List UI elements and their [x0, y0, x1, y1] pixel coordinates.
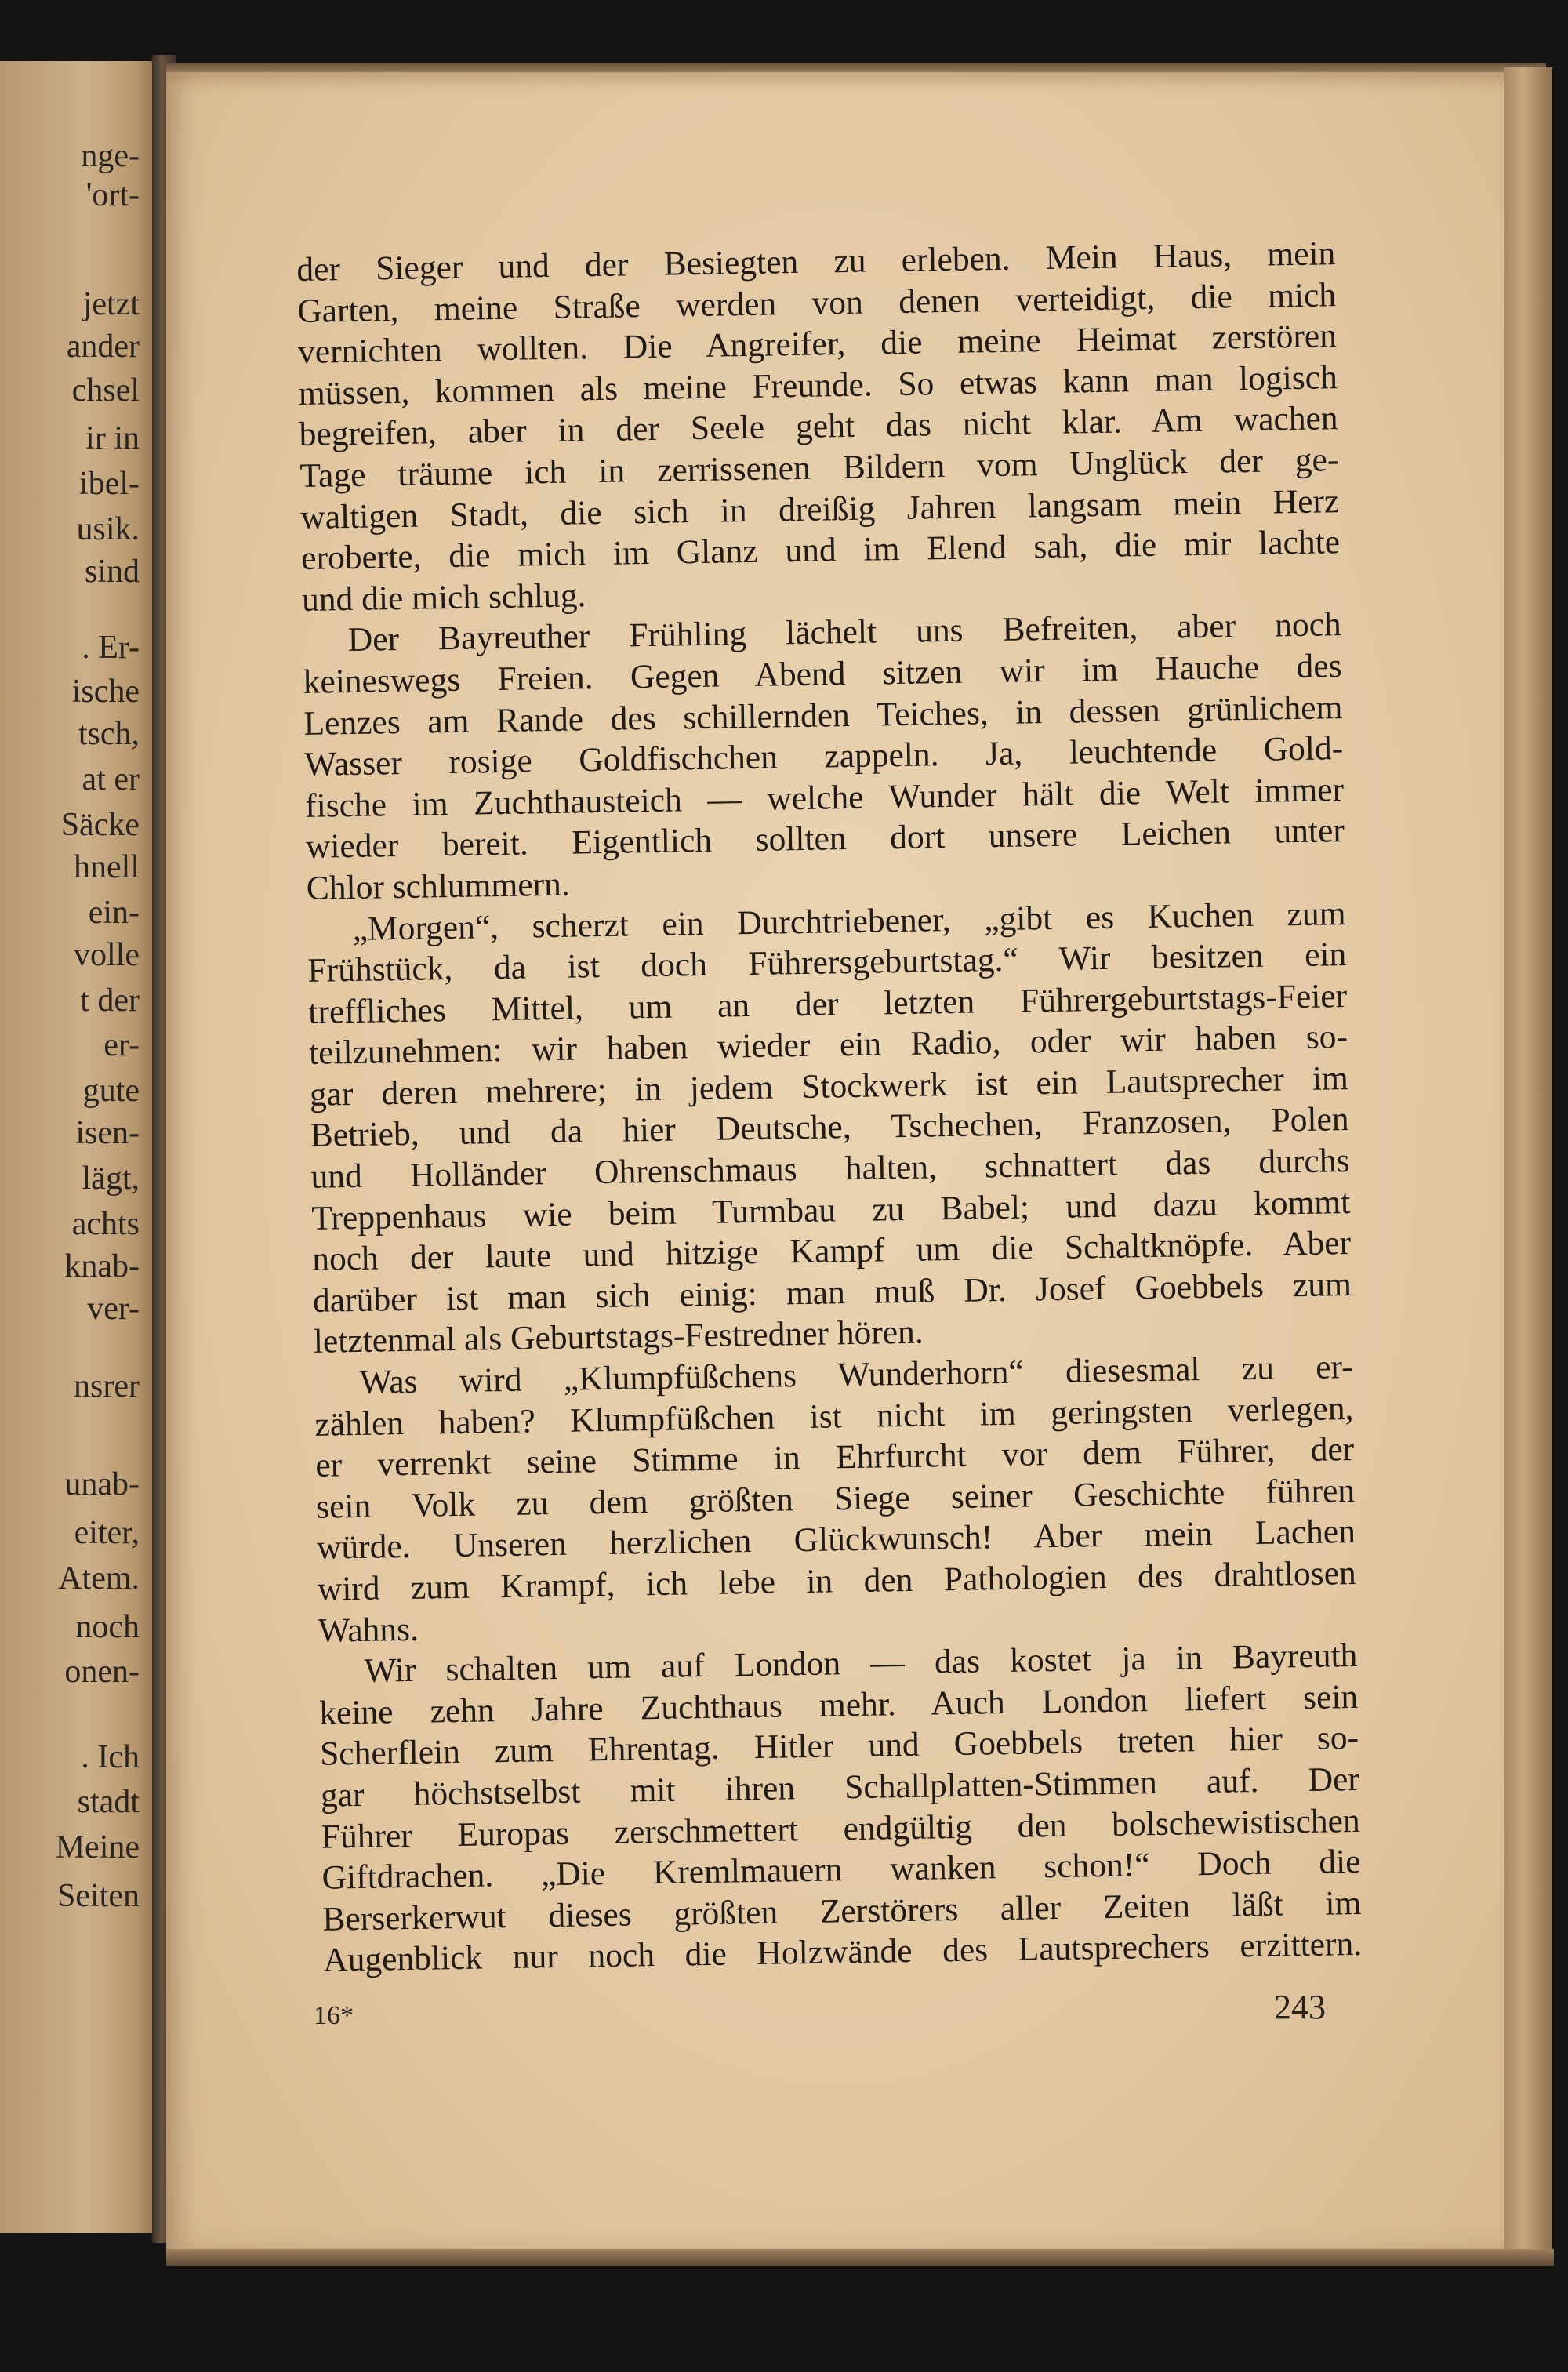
previous-page-fragment: . Ich	[81, 1738, 140, 1775]
previous-page-fragment: lägt,	[82, 1161, 140, 1197]
text-line: eroberte, die mich im Glanz und im Elend sah, die mir lachte	[300, 523, 1341, 578]
text-line: er verrenkt seine Stimme in Ehrfurcht vor dem Führer, der	[314, 1430, 1355, 1485]
text-line: Wahns.	[318, 1610, 419, 1650]
text-line: Führer Europas zerschmettert endgültig den bolschewistischen	[321, 1801, 1361, 1856]
text-line: noch der laute und hitzige Kampf um die Schaltknöpfe. Aber	[311, 1224, 1352, 1279]
text-line: wieder bereit. Eigentlich sollten dort unsere Leichen unter	[305, 812, 1345, 866]
text-line: müssen, kommen als meine Freunde. So etwas kann man logisch	[298, 358, 1338, 412]
text-line: waltigen Stadt, die sich in dreißig Jahren langsam mein Herz	[299, 481, 1340, 536]
previous-page-fragment: Meine	[55, 1829, 140, 1866]
book-cover-edge	[1504, 67, 1552, 2263]
previous-page-fragment: gute	[82, 1073, 140, 1110]
text-line: Chlor schlummern.	[306, 865, 571, 907]
text-line: gar höchstselbst mit ihren Schallplatten-Stimmen auf. Der	[320, 1760, 1360, 1814]
text-line: zählen haben? Klumpfüßchen ist nicht im geringsten verlegen,	[314, 1389, 1354, 1444]
text-line: würde. Unseren herzlichen Glückwunsch! Aber mein Lachen	[316, 1513, 1356, 1567]
previous-page-fragment: at er	[82, 761, 140, 797]
previous-page-fragment: ver-	[87, 1291, 140, 1328]
text-line: treffliches Mittel, um an der letzten Führergeburtstags-Feier	[307, 976, 1348, 1031]
text-line: Tage träume ich in zerrissenen Bildern vom Unglück der ge-	[299, 441, 1339, 495]
text-line: Was wird „Klumpfüßchens Wunderhorn“ diesesmal zu er-	[359, 1348, 1353, 1401]
previous-page-fragment: chsel	[71, 372, 140, 409]
previous-page-fragment: knab-	[64, 1248, 140, 1285]
text-line: Augenblick nur noch die Holzwände des Lautsprechers erzittern.	[322, 1925, 1363, 1980]
text-line: Wasser rosige Goldfischchen zappeln. Ja, leuchtende Gold-	[303, 729, 1344, 784]
previous-page-fragment: stadt	[77, 1784, 140, 1821]
previous-page-fragment: usik.	[76, 511, 140, 548]
previous-page-fragment: isen-	[75, 1115, 140, 1152]
text-line: darüber ist man sich einig: man muß Dr. Josef Goebbels zum	[312, 1265, 1352, 1320]
previous-page-fragment: ibel-	[79, 466, 140, 503]
text-line: Garten, meine Straße werden von denen verteidigt, die mich	[296, 275, 1337, 330]
text-line: der Sieger und der Besiegten zu erleben. Mein Haus, mein	[296, 234, 1336, 289]
text-line: und Holländer Ohrenschmaus halten, schnattert das durchs	[310, 1142, 1350, 1196]
previous-page-fragment: unab-	[64, 1466, 140, 1503]
previous-page-fragment: onen-	[64, 1654, 140, 1691]
previous-page-fragment: Atem.	[58, 1560, 140, 1596]
signature-mark: 16*	[314, 2001, 354, 2030]
previous-page-fragment: t der	[80, 982, 140, 1019]
previous-page-edge	[0, 61, 158, 2233]
text-line: Giftdrachen. „Die Kremlmauern wanken schon!“ Doch die	[321, 1843, 1361, 1897]
previous-page-fragment: jetzt	[82, 285, 140, 322]
previous-page-fragment: eiter,	[74, 1514, 140, 1551]
previous-page-fragment: nsrer	[74, 1368, 140, 1404]
text-line: wird zum Krampf, ich lebe in den Pathologien des drahtlosen	[317, 1553, 1357, 1608]
text-line: Betrieb, und da hier Deutsche, Tschechen, Franzosen, Polen	[310, 1100, 1349, 1155]
previous-page-fragment: achts	[71, 1206, 140, 1243]
text-line: sein Volk zu dem größten Siege seiner Geschichte führen	[315, 1471, 1356, 1526]
previous-page-fragment: Seiten	[57, 1878, 140, 1915]
text-line: begreifen, aber in der Seele geht das nicht klar. Am wachen	[299, 399, 1338, 454]
previous-page-fragment: . Er-	[82, 629, 140, 666]
text-line: vernichten wollten. Die Angreifer, die meine Heimat zerstören	[297, 317, 1338, 372]
text-line: „Morgen“, scherzt ein Durchtriebener, „gibt es Kuchen zum	[352, 894, 1346, 948]
text-line: Lenzes am Rande des schillernden Teiches, in dessen grünlichem	[303, 688, 1343, 743]
text-line: und die mich schlug.	[301, 576, 586, 619]
previous-page-fragment: ander	[66, 328, 140, 365]
page-bottom-edge	[166, 2249, 1554, 2266]
previous-page-fragment: hnell	[74, 848, 140, 885]
text-line: Berserkerwut dieses größten Zerstörers aller Zeiten läßt im	[322, 1883, 1362, 1938]
text-line: keineswegs Freien. Gegen Abend sitzen wir im Hauche des	[303, 647, 1342, 701]
text-line: Frühstück, da ist doch Führersgeburtstag.“ Wir besitzen ein	[307, 935, 1347, 990]
text-line: Der Bayreuther Frühling lächelt uns Befreiten, aber noch	[347, 605, 1342, 659]
text-line: fische im Zuchthausteich — welche Wunder hält die Welt immer	[304, 770, 1345, 825]
previous-page-fragment: volle	[74, 936, 140, 973]
text-line: keine zehn Jahre Zuchthaus mehr. Auch London liefert sein	[318, 1677, 1359, 1732]
previous-page-fragment: Säcke	[60, 806, 140, 843]
text-line: gar deren mehrere; in jedem Stockwerk ist ein Lautsprecher im	[309, 1059, 1349, 1113]
text-line: Wir schalten um auf London — das kostet ja in Bayreuth	[364, 1636, 1358, 1691]
previous-page-fragment: sind	[84, 554, 140, 590]
text-line: Treppenhaus wie beim Turmbau zu Babel; und dazu kommt	[311, 1182, 1351, 1237]
previous-page-fragment: noch	[75, 1608, 140, 1645]
page-number: 243	[1274, 1988, 1326, 2026]
previous-page-fragment: ische	[71, 673, 140, 710]
previous-page-fragment: ir in	[85, 420, 140, 457]
text-line: letztenmal als Geburtstags-Festredner hören.	[313, 1313, 924, 1361]
previous-page-fragment: ein-	[88, 894, 140, 931]
previous-page-fragment: nge-	[81, 137, 140, 174]
previous-page-fragment: 'ort-	[85, 176, 140, 213]
body-text	[296, 233, 1363, 1981]
previous-page-text-fragments	[0, 61, 157, 2233]
previous-page-fragment: er-	[103, 1027, 140, 1064]
text-line: teilzunehmen: wir haben wieder ein Radio, oder wir haben so-	[308, 1018, 1348, 1073]
previous-page-fragment: tsch,	[78, 715, 140, 752]
text-line: Scherflein zum Ehrentag. Hitler und Goebbels treten hier so-	[319, 1719, 1359, 1774]
